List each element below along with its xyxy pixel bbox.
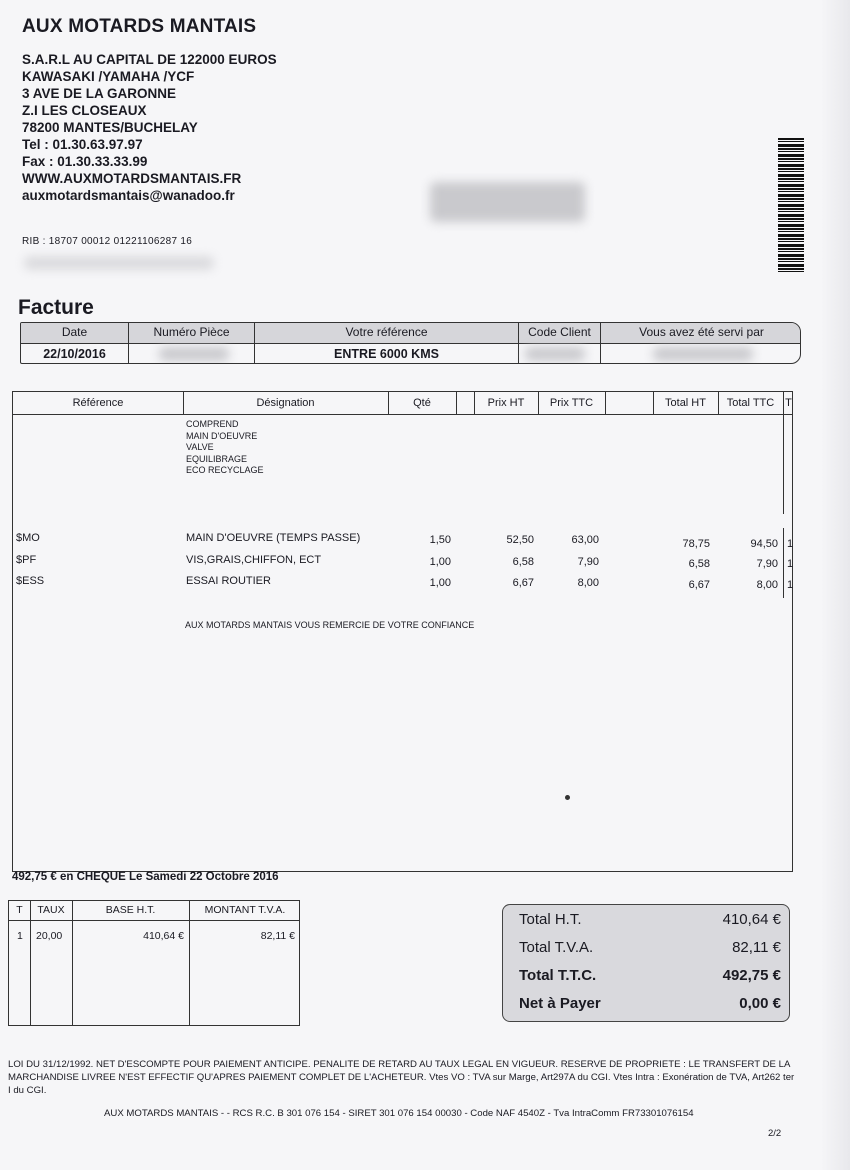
item-total-ht: 6,67 bbox=[688, 579, 710, 591]
divider bbox=[605, 392, 606, 414]
servi-header: Vous avez été servi par bbox=[639, 325, 764, 339]
total-ht-value: 410,64 € bbox=[722, 911, 781, 928]
company-line: 3 AVE DE LA GARONNE bbox=[22, 86, 177, 101]
table-row bbox=[13, 554, 794, 574]
client-header: Code Client bbox=[528, 325, 591, 339]
vat-table bbox=[8, 900, 300, 1026]
vat-col-montant: MONTANT T.V.A. bbox=[204, 904, 286, 916]
col-t: T bbox=[785, 397, 792, 409]
company-email: auxmotardsmantais@wanadoo.fr bbox=[22, 188, 235, 203]
item-qte: 1,50 bbox=[429, 534, 451, 546]
table-row bbox=[13, 575, 794, 595]
barcode bbox=[778, 138, 804, 272]
item-designation: ESSAI ROUTIER bbox=[186, 575, 271, 587]
line-items-table bbox=[12, 391, 793, 872]
item-ref: $ESS bbox=[16, 575, 45, 587]
vat-col-t: T bbox=[16, 904, 23, 916]
vat-col-taux: TAUX bbox=[37, 904, 65, 916]
col-total-ttc: Total TTC bbox=[726, 397, 775, 409]
divider bbox=[9, 920, 299, 921]
total-ttc-row bbox=[519, 964, 781, 990]
thanks-message: AUX MOTARDS MANTAIS VOUS REMERCIE DE VOTRE CONFIANCE bbox=[185, 620, 475, 630]
item-qte: 1,00 bbox=[429, 556, 451, 568]
reference-header: Votre référence bbox=[345, 325, 428, 339]
date-header: Date bbox=[61, 325, 88, 339]
total-ht-row bbox=[519, 908, 781, 934]
col-reference: Référence bbox=[72, 397, 124, 409]
item-t: 1 bbox=[787, 538, 794, 550]
divider bbox=[456, 392, 457, 414]
item-total-ht: 78,75 bbox=[682, 538, 710, 550]
item-total-ht: 6,58 bbox=[688, 558, 710, 570]
vat-t: 1 bbox=[17, 930, 23, 942]
col-designation: Désignation bbox=[256, 397, 315, 409]
invoice-reference-box bbox=[20, 322, 801, 364]
client-cell bbox=[519, 323, 601, 364]
company-address-block bbox=[22, 51, 277, 204]
numero-header: Numéro Pièce bbox=[153, 325, 230, 339]
col-prix-ttc: Prix TTC bbox=[549, 397, 594, 409]
total-ht-label: Total H.T. bbox=[519, 911, 582, 928]
item-ref: $PF bbox=[16, 554, 37, 566]
company-line: KAWASAKI /YAMAHA /YCF bbox=[22, 69, 195, 84]
intro-item: MAIN D'OEUVRE bbox=[186, 430, 258, 441]
intro-item: ECO RECYCLAGE bbox=[186, 465, 264, 475]
col-qte: Qté bbox=[413, 397, 431, 409]
reference-cell bbox=[255, 323, 519, 364]
total-ttc-label: Total T.T.C. bbox=[519, 967, 597, 984]
redacted-bank-info bbox=[24, 256, 214, 270]
item-prix-ttc: 8,00 bbox=[577, 577, 599, 589]
company-line: S.A.R.L AU CAPITAL DE 122000 EUROS bbox=[22, 52, 277, 67]
redacted-customer-address bbox=[430, 182, 585, 222]
table-row bbox=[13, 532, 794, 552]
net-a-payer-value: 0,00 € bbox=[739, 995, 781, 1012]
item-total-ttc: 7,90 bbox=[756, 558, 778, 570]
item-ref: $MO bbox=[16, 532, 40, 544]
total-tva-row bbox=[519, 936, 781, 962]
company-line: 78200 MANTES/BUCHELAY bbox=[22, 120, 198, 135]
speck bbox=[565, 795, 570, 800]
col-prix-ht: Prix HT bbox=[487, 397, 525, 409]
document-title: Facture bbox=[18, 296, 94, 319]
item-prix-ttc: 7,90 bbox=[577, 556, 599, 568]
redacted-servi bbox=[653, 347, 753, 361]
legal-line: LOI DU 31/12/1992. NET D'ESCOMPTE POUR PAIEMENT ANTICIPE. PENALITE DE RETARD AU TAUX LEGAL EN VIGUEUR. RESERVE DE PROPRIETE : LE TRANSFERT DE LA bbox=[8, 1059, 791, 1070]
totals-box bbox=[502, 904, 790, 1022]
item-designation: MAIN D'OEUVRE (TEMPS PASSE) bbox=[186, 532, 361, 544]
item-qte: 1,00 bbox=[429, 577, 451, 589]
vat-col-base: BASE H.T. bbox=[105, 904, 156, 916]
item-prix-ht: 52,50 bbox=[506, 534, 534, 546]
legal-line: I du CGI. bbox=[8, 1085, 47, 1096]
rib-number: RIB : 18707 00012 01221106287 16 bbox=[22, 236, 193, 247]
net-a-payer-row bbox=[519, 992, 781, 1018]
item-total-ttc: 8,00 bbox=[756, 579, 778, 591]
divider bbox=[783, 414, 784, 514]
item-prix-ttc: 63,00 bbox=[571, 534, 599, 546]
reference-value: ENTRE 6000 KMS bbox=[334, 347, 439, 361]
date-cell bbox=[21, 323, 129, 364]
footer-registration: AUX MOTARDS MANTAIS - - RCS R.C. B 301 076 154 - SIRET 301 076 154 00030 - Code NAF 4540Z - Tva IntraComm FR73301076154 bbox=[104, 1108, 694, 1119]
company-fax: Fax : 01.30.33.33.99 bbox=[22, 154, 148, 169]
date-value: 22/10/2016 bbox=[43, 347, 106, 361]
company-name: AUX MOTARDS MANTAIS bbox=[22, 16, 257, 37]
vat-base: 410,64 € bbox=[143, 930, 184, 942]
item-prix-ht: 6,58 bbox=[512, 556, 534, 568]
company-line: Z.I LES CLOSEAUX bbox=[22, 103, 147, 118]
item-designation: VIS,GRAIS,CHIFFON, ECT bbox=[186, 554, 322, 566]
vat-taux: 20,00 bbox=[36, 930, 63, 942]
intro-list bbox=[186, 419, 264, 477]
vat-montant: 82,11 € bbox=[260, 930, 295, 942]
item-total-ttc: 94,50 bbox=[750, 538, 778, 550]
page-edge-shadow bbox=[820, 0, 850, 1170]
intro-item: COMPREND bbox=[186, 419, 239, 429]
intro-item: EQUILIBRAGE bbox=[186, 453, 248, 464]
company-website: WWW.AUXMOTARDSMANTAIS.FR bbox=[22, 171, 242, 186]
item-t: 1 bbox=[787, 579, 794, 591]
legal-notice bbox=[8, 1058, 795, 1097]
item-t: 1 bbox=[787, 558, 794, 570]
redacted-numero bbox=[159, 347, 229, 361]
company-phone: Tel : 01.30.63.97.97 bbox=[22, 137, 143, 152]
col-total-ht: Total HT bbox=[665, 397, 706, 409]
intro-item: VALVE bbox=[186, 442, 214, 452]
total-tva-value: 82,11 € bbox=[732, 939, 781, 956]
payment-line: 492,75 € en CHEQUE Le Samedi 22 Octobre 2016 bbox=[12, 871, 279, 883]
servi-cell bbox=[601, 323, 801, 364]
page-number: 2/2 bbox=[768, 1128, 782, 1139]
legal-line: MARCHANDISE LIVREE N'EST EFFECTIF QU'APRES PAIEMENT COMPLET DE L'ACHETEUR. Vtes VO : TVA sur Marge, Art297A du CGI. Vtes Intra : Exonération de TVA, Art262 ter bbox=[8, 1072, 795, 1083]
total-ttc-value: 492,75 € bbox=[722, 967, 781, 984]
item-prix-ht: 6,67 bbox=[512, 577, 534, 589]
total-tva-label: Total T.V.A. bbox=[519, 939, 594, 956]
redacted-client-code bbox=[525, 347, 585, 361]
net-a-payer-label: Net à Payer bbox=[519, 995, 601, 1012]
numero-cell bbox=[129, 323, 255, 364]
